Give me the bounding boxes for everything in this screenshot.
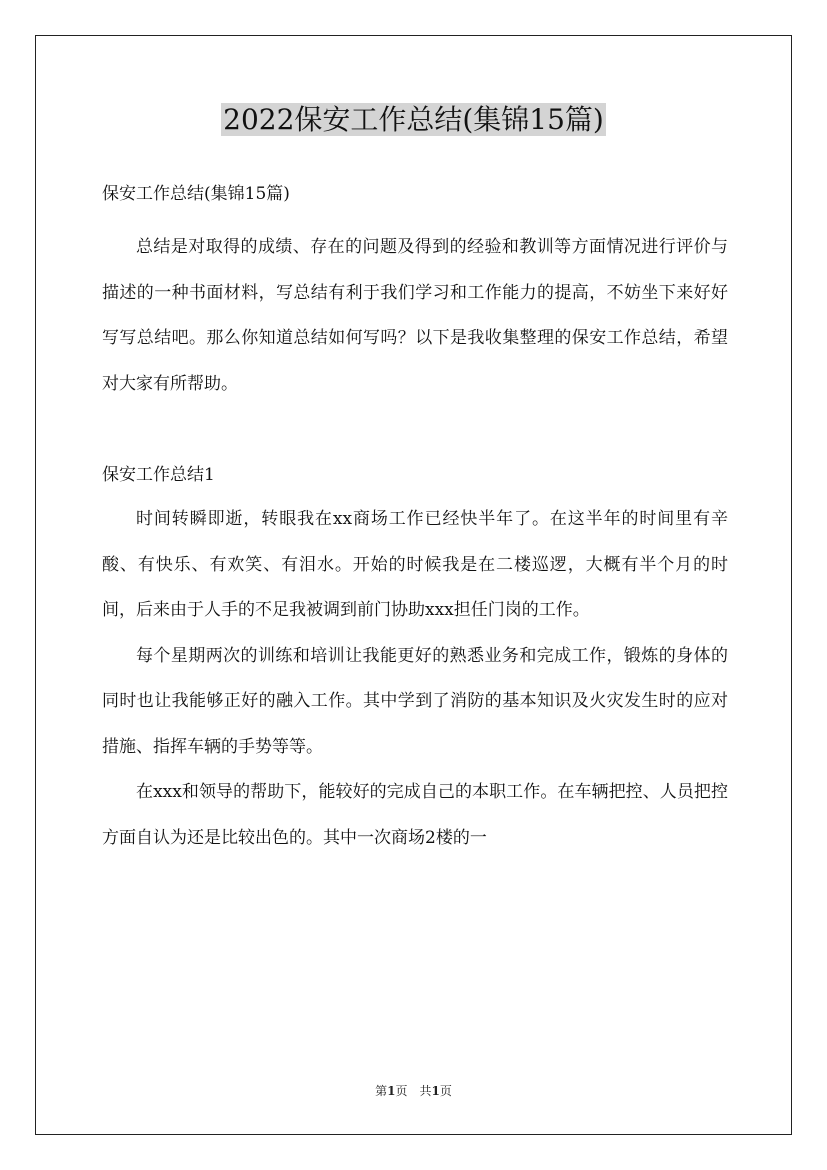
document-title-text: 2022保安工作总结(集锦15篇): [223, 103, 604, 136]
document-body: [102, 172, 728, 861]
footer-page-prefix: 第: [375, 1084, 388, 1098]
body-paragraph-1: 时间转瞬即逝，转眼我在xx商场工作已经快半年了。在这半年的时间里有辛酸、有快乐、有欢笑、有泪水。开始的时候我是在二楼巡逻，大概有半个月的时间，后来由于人手的不足我被调到前门协助xxx担任门岗的工作。: [102, 509, 728, 620]
document-subtitle: 保安工作总结(集锦15篇): [102, 184, 290, 204]
intro-paragraph: 总结是对取得的成绩、存在的问题及得到的经验和教训等方面情况进行评价与描述的一种书面材料，写总结有利于我们学习和工作能力的提高，不妨坐下来好好写写总结吧。那么你知道总结如何写吗？以下是我收集整理的保安工作总结，希望对大家有所帮助。: [102, 237, 728, 394]
body-paragraph-3: 在xxx和领导的帮助下，能较好的完成自己的本职工作。在车辆把控、人员把控方面自认为还是比较出色的。其中一次商场2楼的一: [102, 782, 728, 848]
page-footer: [0, 1082, 827, 1100]
footer-current-page: 1: [387, 1084, 396, 1098]
section-heading: 保安工作总结1: [102, 465, 215, 485]
footer-total-pages: 1: [431, 1084, 440, 1098]
document-title: [0, 98, 827, 142]
footer-page-suffix: 页: [439, 1084, 452, 1098]
footer-page-mid: 页 共: [395, 1084, 432, 1098]
body-paragraph-2: 每个星期两次的训练和培训让我能更好的熟悉业务和完成工作，锻炼的身体的同时也让我能够正好的融入工作。其中学到了消防的基本知识及火灾发生时的应对措施、指挥车辆的手势等等。: [102, 645, 728, 757]
